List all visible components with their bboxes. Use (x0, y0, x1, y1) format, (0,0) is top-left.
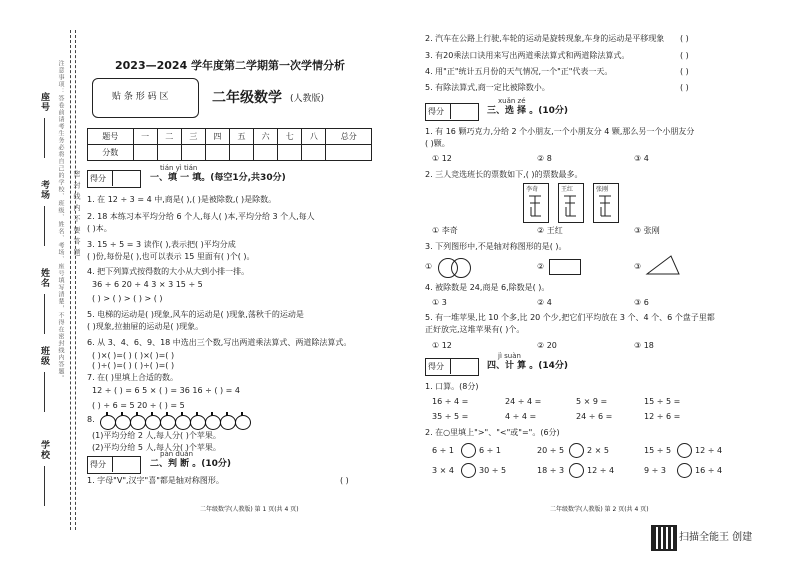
tally-head-2: 王红 (561, 186, 574, 193)
q8-part1: (1)平均分给 2 人,每人分( )个苹果。 (92, 431, 221, 440)
choice-1-opt3[interactable]: ③ 4 (634, 154, 649, 163)
q4: 4. 把下列算式按得数的大小从大到小排一排。 (87, 267, 250, 276)
sec2-score-label: 得分 (90, 460, 106, 469)
q4-expressions: 36 ÷ 6 20 ÷ 4 3 × 3 15 ÷ 5 (92, 280, 203, 289)
choice-3: 3. 下列图形中,不是轴对称图形的是( )。 (425, 242, 567, 251)
q7-row1: 12 ÷ ( ) = 6 5 × ( ) = 36 16 ÷ ( ) = 4 (92, 386, 240, 395)
tally-mark-liqi-1 (529, 196, 541, 216)
q2-line1: 2. 18 本练习本平均分给 6 个人,每人( )本,平均分给 3 个人,每人 (87, 212, 315, 221)
q6-line1: 6. 从 3、4、6、9、18 中选出三个数,写出两道乘法算式、两道除法算式。 (87, 338, 352, 347)
judge-1: 1. 字母"V",汉字"喜"都是轴对称图形。 (87, 476, 224, 485)
school-line (44, 466, 45, 506)
seal-line-2 (75, 30, 76, 530)
compare-left: 20 ÷ 5 (537, 446, 565, 455)
score-cell[interactable] (157, 145, 181, 161)
oral-calc-7: 24 ÷ 6 = (576, 412, 613, 421)
judge-3: 3. 有20乘法口诀用来写出两道乘法算式和两道除法算式。 (425, 51, 630, 60)
sec4-pinyin: jì suàn (498, 352, 521, 360)
judge-4: 4. 用"正"统计五月份的天气情况,一个"正"代表一天。 (425, 67, 613, 76)
choice-1-opt1[interactable]: ① 12 (432, 154, 452, 163)
judge-5: 5. 有除法算式,商一定比被除数小。 (425, 83, 550, 92)
q3-line1: 3. 15 ÷ 5 = 3 读作( ),表示把( )平均分成 (87, 240, 236, 249)
choice-2-opt1[interactable]: ① 李奇 (432, 226, 458, 235)
choice-2-opt2[interactable]: ② 王红 (537, 226, 563, 235)
q1: 1. 在 12 ÷ 3 = 4 中,商是( ),( )是被除数,( )是除数。 (87, 195, 277, 204)
exam-title: 2023—2024 学年度第二学期第一次学情分析 (115, 59, 346, 72)
score-header: 题号 (88, 129, 134, 145)
rectangle-shape (549, 259, 581, 275)
tally-mark-zhanggang-1 (599, 196, 611, 216)
exam-no-label: 考场 (39, 180, 49, 200)
compare-left: 9 ÷ 3 (644, 466, 666, 475)
compare-left: 18 ÷ 3 (537, 466, 565, 475)
name-line (44, 294, 45, 334)
watermark-text: 扫描全能王 创建 (679, 532, 753, 543)
score-header: 七 (278, 129, 302, 145)
score-header: 总分 (326, 129, 372, 145)
oral-calc-6: 4 ÷ 4 = (505, 412, 537, 421)
q4-order: ( ) > ( ) > ( ) > ( ) (92, 294, 163, 303)
score-table (87, 128, 372, 161)
apple-icon (205, 415, 221, 430)
sec1-pinyin: tián yì tián (160, 164, 198, 172)
sec2-pinyin: pàn duàn (160, 450, 194, 458)
q3-line2: ( )份,每份是( ),也可以表示 15 里面有( )个( )。 (87, 252, 255, 261)
score-header: 八 (302, 129, 326, 145)
choice-3-opt1[interactable]: ① (425, 262, 433, 271)
sec4-score-divider (450, 358, 451, 374)
choice-4-opt2[interactable]: ② 4 (537, 298, 552, 307)
score-cell[interactable] (181, 145, 205, 161)
sec1-title: 一、填 一 填。(每空1分,共30分) (150, 173, 286, 183)
calc-part1: 1. 口算。(8分) (425, 382, 479, 391)
choice-2: 2. 三人竞选班长的票数如下,( )的票数最多。 (425, 170, 583, 179)
calc-part2: 2. 在○里填上">"、"<"或"="。(6分) (425, 428, 560, 437)
apple-icon (100, 415, 116, 430)
page1-footer: 二年级数学(人教版) 第 1 页(共 4 页) (200, 506, 299, 513)
q6-multiply: ( )×( )=( ) ( )×( )=( ) (92, 351, 175, 360)
compare-right: 6 ÷ 1 (479, 446, 501, 455)
choice-3-opt3[interactable]: ③ (634, 262, 642, 271)
barcode-area-label: 贴 条 形 码 区 (112, 92, 169, 102)
score-cell[interactable] (254, 145, 278, 161)
sec1-score-divider (112, 170, 113, 186)
two-circles-shape-2 (451, 258, 471, 278)
compare-right: 12 ÷ 4 (695, 446, 723, 455)
sec3-title: 三、选 择 。(10分) (487, 106, 569, 116)
edition-label: (人教版) (290, 94, 325, 104)
class-line (44, 372, 45, 412)
compare-circle[interactable] (677, 463, 692, 478)
judge-2: 2. 汽车在公路上行驶,车轮的运动是旋转现象,车身的运动是平移现象 (425, 34, 665, 43)
compare-right: 2 × 5 (587, 446, 609, 455)
score-header: 一 (133, 129, 157, 145)
compare-right: 30 ÷ 5 (479, 466, 507, 475)
seat-no-label: 座号 (39, 92, 49, 112)
apple-icon (145, 415, 161, 430)
q5-line1: 5. 电梯的运动是( )现象,风车的运动是( )现象,荡秋千的运动是 (87, 310, 304, 319)
seal-line (70, 30, 71, 530)
oral-calc-1: 16 ÷ 4 = (432, 397, 469, 406)
compare-circle[interactable] (569, 443, 584, 458)
sec2-title: 二、判 断 。(10分) (150, 459, 232, 469)
compare-right: 16 ÷ 4 (695, 466, 723, 475)
choice-1-line1: 1. 有 16 颗巧克力,分给 2 个小朋友,一个小朋友分 4 颗,那么另一个小朋友分 (425, 127, 695, 136)
seat-no-line (44, 118, 45, 158)
notes-text: 注意事项：答卷前请考生务必将自己的学校、班级、姓名、考场、座号填写清楚，不得在密封线内答题。 (57, 60, 64, 382)
score-cell[interactable] (302, 145, 326, 161)
choice-3-opt2[interactable]: ② (537, 262, 545, 271)
apple-icon (160, 415, 176, 430)
score-header: 六 (254, 129, 278, 145)
compare-right: 12 ÷ 4 (587, 466, 615, 475)
choice-4-opt1[interactable]: ① 3 (432, 298, 447, 307)
tally-head-3: 张刚 (596, 186, 609, 193)
judge-3-paren: ( ) (680, 51, 689, 60)
sec1-score-label: 得分 (90, 174, 106, 183)
compare-circle[interactable] (461, 443, 476, 458)
qr-code-icon (651, 525, 677, 551)
score-header: 四 (205, 129, 229, 145)
score-cell[interactable] (133, 145, 157, 161)
compare-circle[interactable] (461, 463, 476, 478)
seal-text: 密 封 线 内 不 要 答 题 (73, 170, 81, 257)
sec3-score-label: 得分 (428, 107, 444, 116)
q7: 7. 在( )里填上合适的数。 (87, 373, 178, 382)
tally-head-1: 李奇 (526, 186, 539, 193)
compare-left: 6 ÷ 1 (432, 446, 454, 455)
score-cell[interactable] (205, 145, 229, 161)
score-cell[interactable] (278, 145, 302, 161)
score-header: 二 (157, 129, 181, 145)
tally-marks (523, 194, 618, 220)
sec4-title: 四、计 算 。(14分) (487, 361, 569, 371)
class-label: 班级 (39, 346, 49, 366)
oral-calc-2: 24 ÷ 4 = (505, 397, 542, 406)
choice-5-opt3[interactable]: ③ 18 (634, 341, 654, 350)
q8-apples (100, 413, 260, 429)
triangle-shape (645, 254, 681, 276)
compare-left: 15 ÷ 5 (644, 446, 672, 455)
compare-left: 3 × 4 (432, 466, 454, 475)
choice-1-opt2[interactable]: ② 8 (537, 154, 552, 163)
choice-4-opt3[interactable]: ③ 6 (634, 298, 649, 307)
q8-part2: (2)平均分给 5 人,每人分( )个苹果。 (92, 443, 221, 452)
oral-calc-3: 5 × 9 = (576, 397, 608, 406)
apple-icon (235, 415, 251, 430)
judge-5-paren: ( ) (680, 83, 689, 92)
score-header: 五 (229, 129, 253, 145)
sec3-pinyin: xuǎn zé (498, 97, 526, 105)
score-cell[interactable] (229, 145, 253, 161)
oral-calc-8: 12 ÷ 6 = (644, 412, 681, 421)
oral-calc-5: 35 ÷ 5 = (432, 412, 469, 421)
compare-circle[interactable] (569, 463, 584, 478)
judge-4-paren: ( ) (680, 67, 689, 76)
school-label: 学校 (39, 440, 49, 460)
oral-calc-4: 15 ÷ 5 = (644, 397, 681, 406)
judge-2-paren: ( ) (680, 34, 689, 43)
sec3-score-divider (450, 103, 451, 119)
q6-divide: ( )÷( )=( ) ( )÷( )=( ) (92, 361, 175, 370)
apple-icon (175, 415, 191, 430)
q2-line2: ( )本。 (87, 224, 112, 233)
score-header: 三 (181, 129, 205, 145)
compare-circle[interactable] (677, 443, 692, 458)
q8-number: 8. (87, 415, 95, 424)
apple-icon (220, 415, 236, 430)
choice-1-line2: ( )颗。 (425, 139, 450, 148)
choice-5-line1: 5. 有一堆苹果,比 10 个多,比 20 个少,把它们平均放在 3 个、4 个、6 个盘子里都 (425, 313, 715, 322)
choice-2-opt3[interactable]: ③ 张刚 (634, 226, 660, 235)
exam-no-line (44, 206, 45, 246)
tally-mark-wanghong-1 (564, 196, 576, 216)
choice-5-opt2[interactable]: ② 20 (537, 341, 557, 350)
q5-line2: ( )现象,拉抽屉的运动是( )现象。 (87, 322, 204, 331)
choice-5-line2: 正好放完,这堆苹果有( )个。 (425, 325, 525, 334)
subject-title: 二年级数学 (212, 90, 282, 106)
judge-1-paren: ( ) (340, 476, 349, 485)
apple-icon (130, 415, 146, 430)
apple-icon (115, 415, 131, 430)
choice-4: 4. 被除数是 24,商是 6,除数是( )。 (425, 283, 550, 292)
page2-footer: 二年级数学(人教版) 第 2 页(共 4 页) (550, 506, 649, 513)
sec2-score-divider (112, 456, 113, 472)
score-row-label: 分数 (88, 145, 134, 161)
name-label: 姓名 (39, 268, 49, 288)
score-cell[interactable] (326, 145, 372, 161)
choice-5-opt1[interactable]: ① 12 (432, 341, 452, 350)
q7-row2: ( ) ÷ 6 = 5 20 ÷ ( ) = 5 (92, 401, 185, 410)
apple-icon (190, 415, 206, 430)
sec4-score-label: 得分 (428, 362, 444, 371)
